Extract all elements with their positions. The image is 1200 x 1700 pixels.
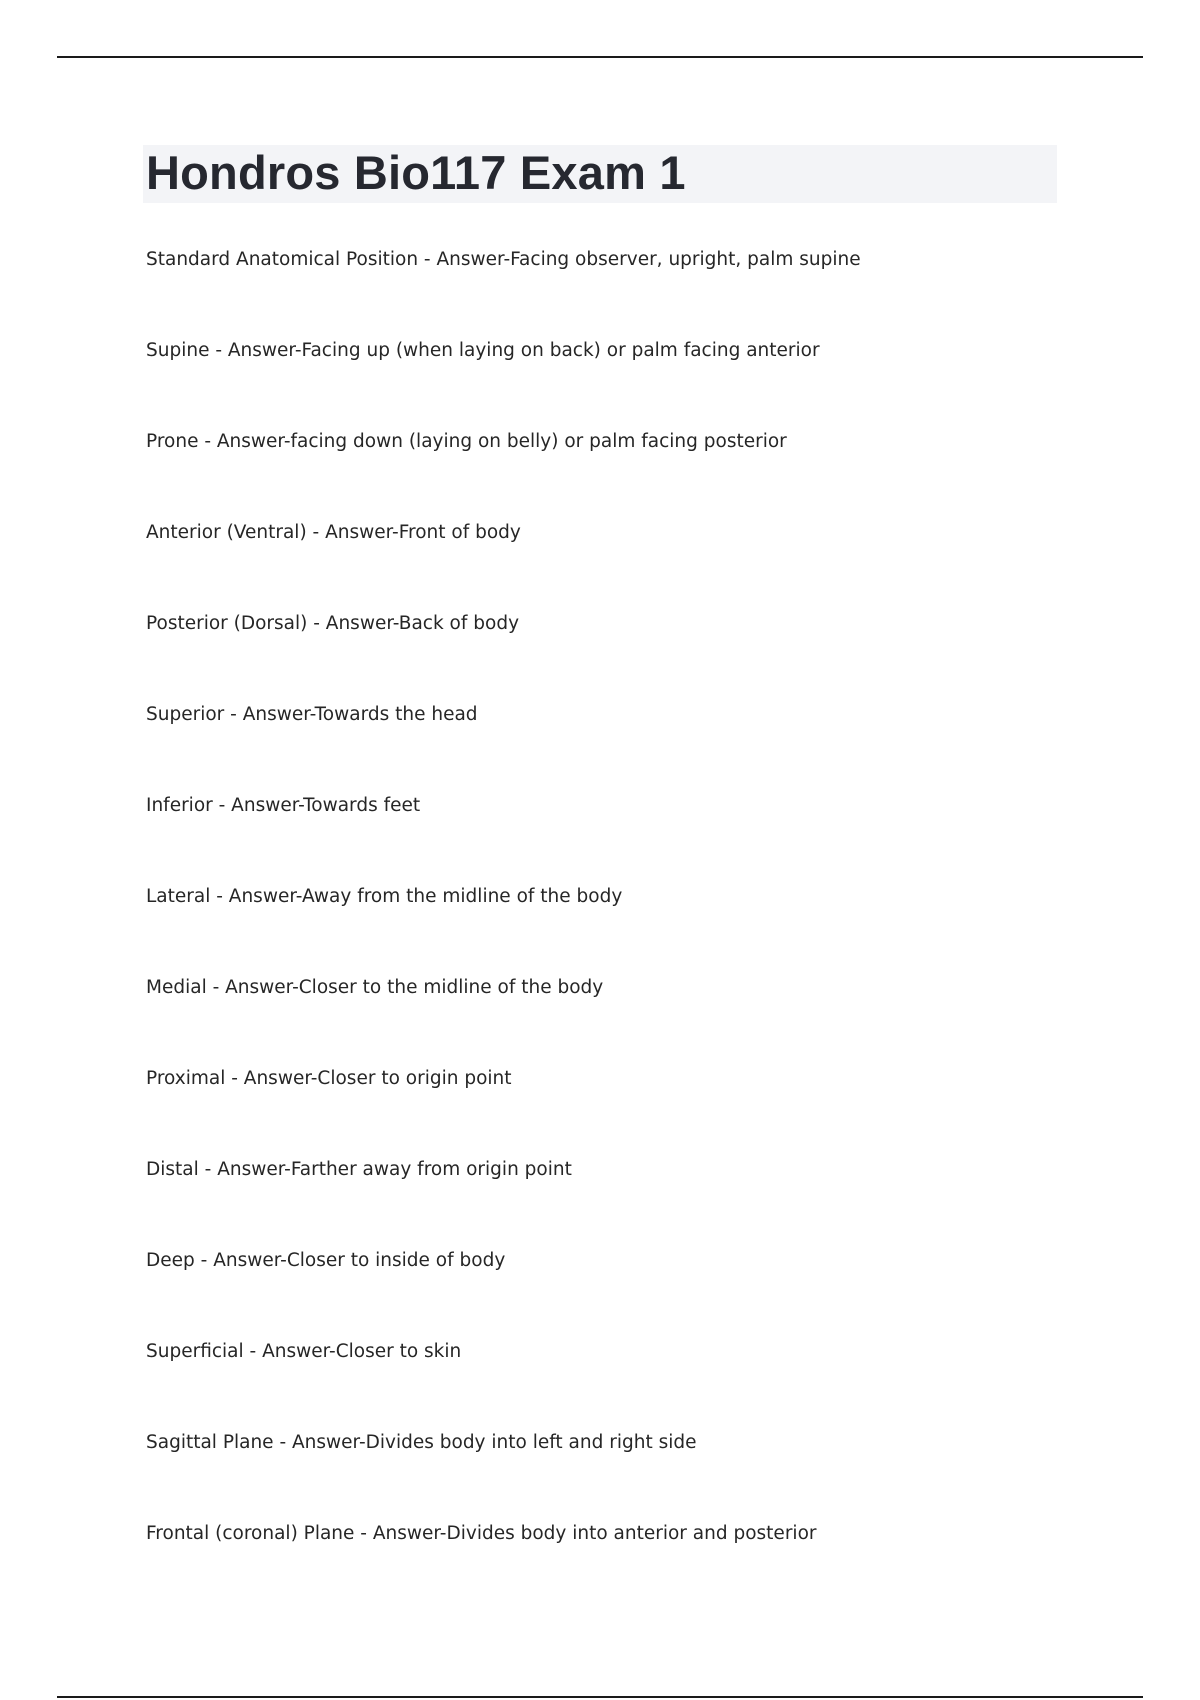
top-divider <box>57 56 1143 58</box>
page-title: Hondros Bio117 Exam 1 <box>146 146 686 199</box>
bottom-divider <box>57 1696 1143 1698</box>
qa-entry: Proximal - Answer-Closer to origin point <box>146 1068 512 1089</box>
qa-entry: Distal - Answer-Farther away from origin point <box>146 1159 572 1180</box>
qa-entry: Anterior (Ventral) - Answer-Front of body <box>146 522 521 543</box>
qa-entry: Sagittal Plane - Answer-Divides body into left and right side <box>146 1432 697 1453</box>
qa-entry: Lateral - Answer-Away from the midline of the body <box>146 886 623 907</box>
qa-entry: Deep - Answer-Closer to inside of body <box>146 1250 506 1271</box>
qa-entry: Inferior - Answer-Towards feet <box>146 795 421 816</box>
qa-entry: Superficial - Answer-Closer to skin <box>146 1341 462 1362</box>
qa-entry: Frontal (coronal) Plane - Answer-Divides body into anterior and posterior <box>146 1523 817 1544</box>
qa-entry: Medial - Answer-Closer to the midline of the body <box>146 977 604 998</box>
qa-entry: Posterior (Dorsal) - Answer-Back of body <box>146 613 520 634</box>
qa-entry: Standard Anatomical Position - Answer-Facing observer, upright, palm supine <box>146 249 861 270</box>
qa-entry: Superior - Answer-Towards the head <box>146 704 478 725</box>
qa-entry: Supine - Answer-Facing up (when laying on back) or palm facing anterior <box>146 340 820 361</box>
qa-entry: Prone - Answer-facing down (laying on belly) or palm facing posterior <box>146 431 787 452</box>
qa-list <box>146 246 861 1611</box>
